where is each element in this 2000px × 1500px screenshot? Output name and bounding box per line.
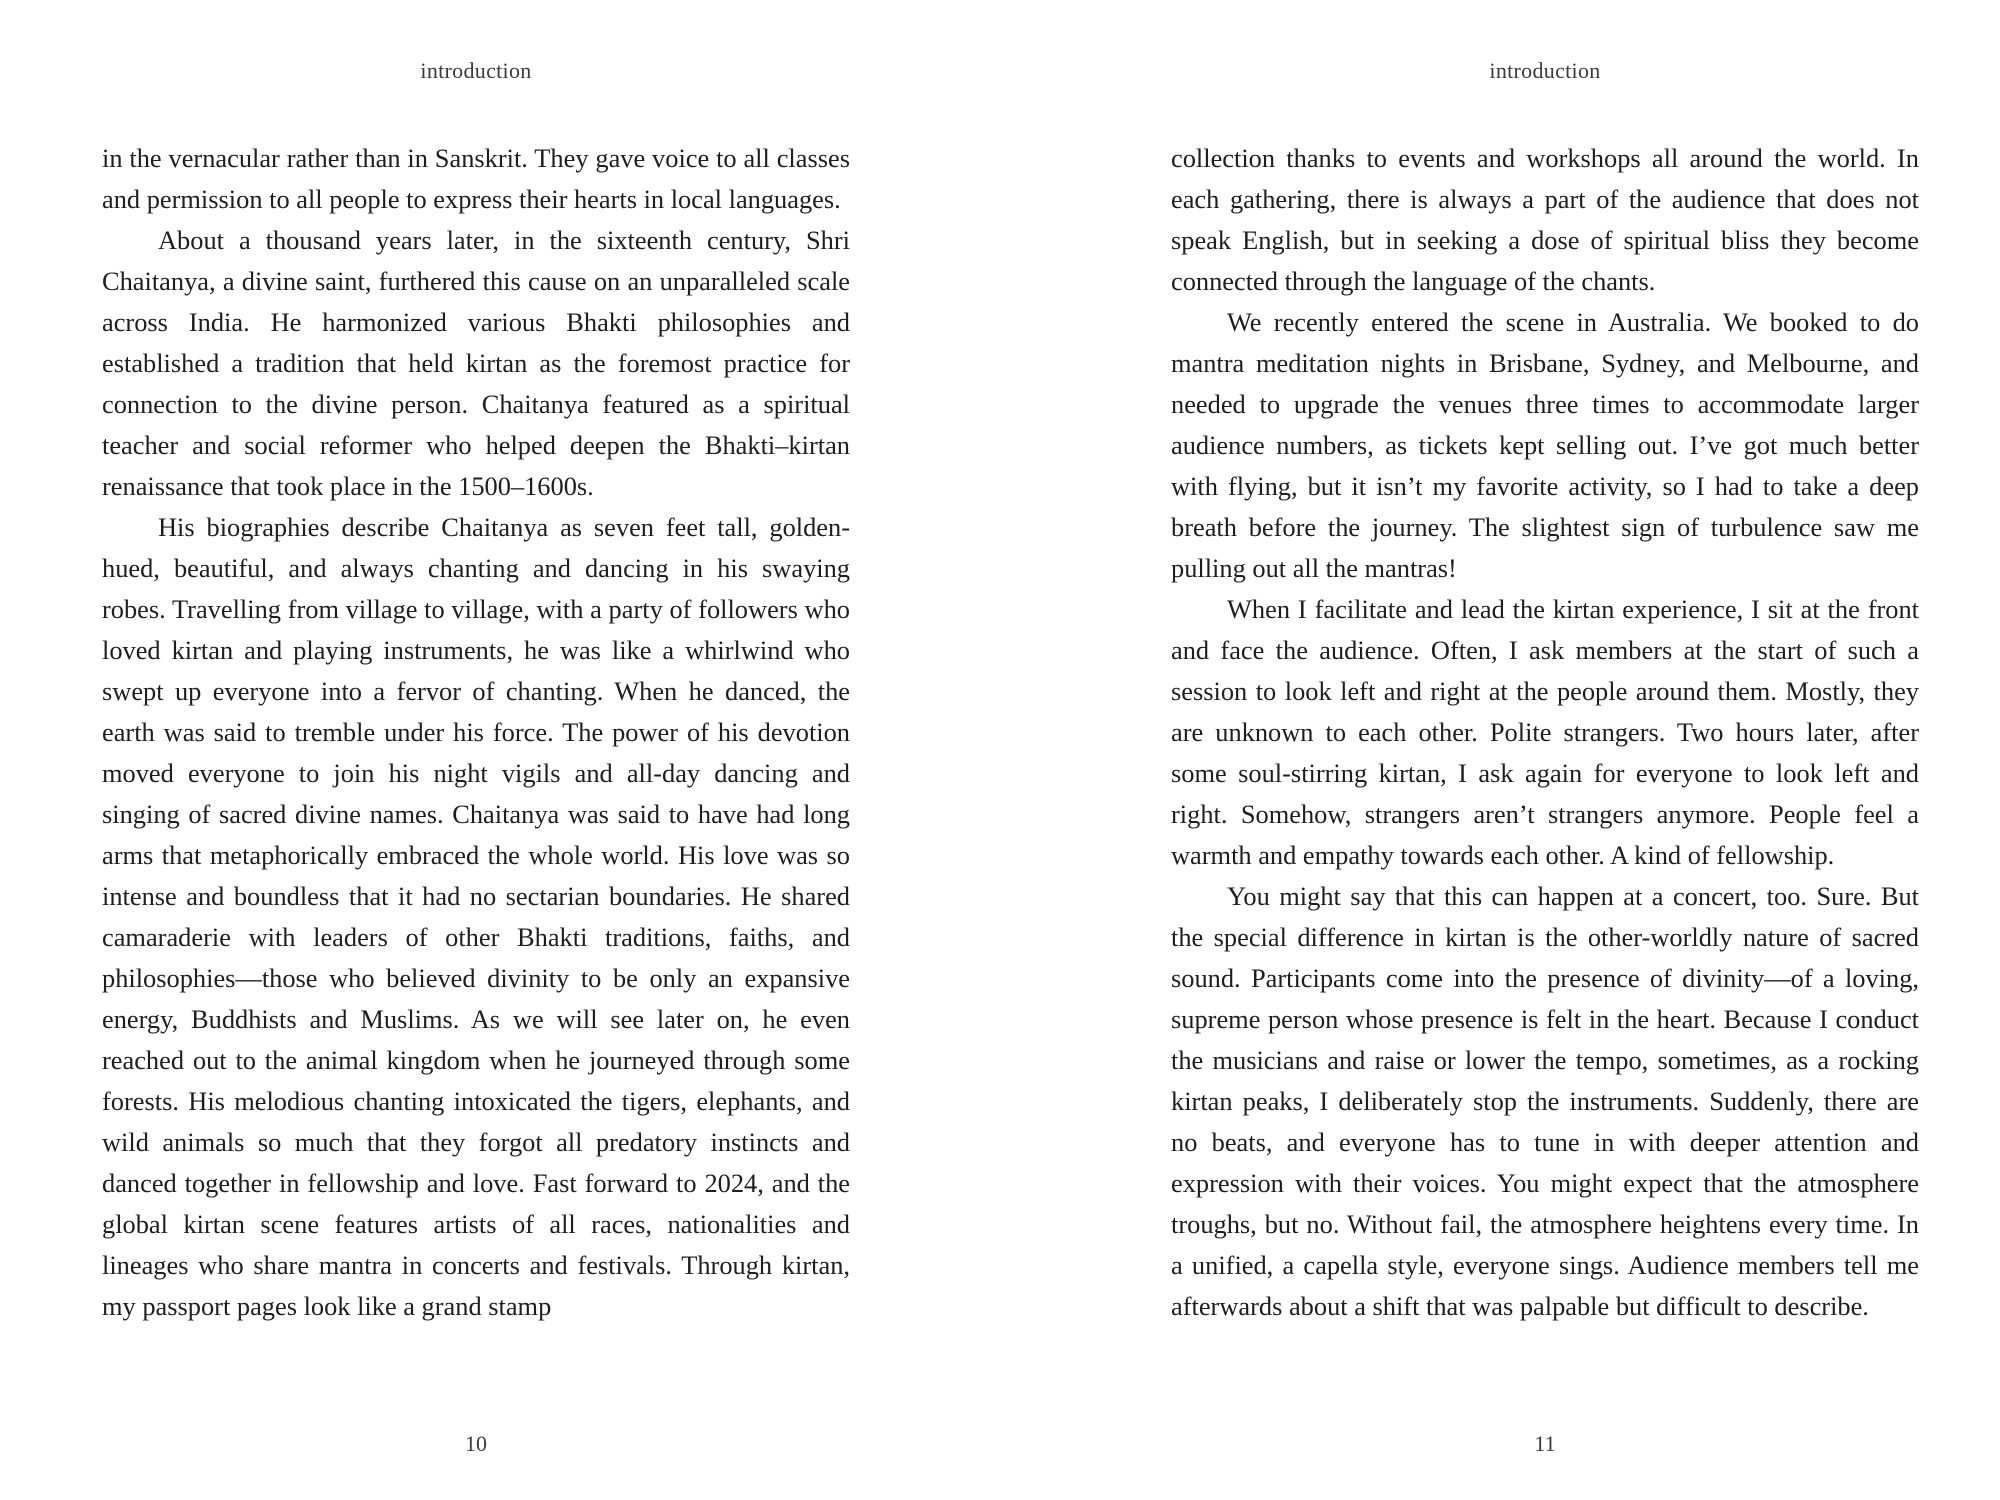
paragraph: When I facilitate and lead the kirtan experience, I sit at the front and face the audience. Often, I ask members at the start of such a session to look left and right at the people around them. Mostly, they are unknown to each other. Polite strangers. Two hours later, after some soul-stirring kirtan, I ask again for everyone to look left and right. Somehow, strangers aren’t strangers anymore. People feel a warmth and empathy towards each other. A kind of fellowship. xyxy=(1171,594,1919,870)
paragraph: His biographies describe Chaitanya as seven feet tall, golden-hued, beautiful, and always chanting and dancing in his swaying robes. Travelling from village to village, with a party of followers who loved kirtan and playing instruments, he was like a whirlwind who swept up everyone into a fervor of chanting. When he danced, the earth was said to tremble under his force. The power of his devotion moved everyone to join his night vigils and all-day dancing and singing of sacred divine names. Chaitanya was said to have had long arms that metaphorically embraced the whole world. His love was so intense and boundless that it had no sectarian boundaries. He shared camaraderie with leaders of other Bhakti traditions, faiths, and philosophies—those who believed divinity to be only an expansive energy, Buddhists and Muslims. As we will see later on, he even reached out to the animal kingdom when he journeyed through some forests. His melodious chanting intoxicated the tigers, elephants, and wild animals so much that they forgot all predatory instincts and danced together in fellowship and love. Fast forward to 2024, and the global kirtan scene features artists of all races, nationalities and lineages who share mantra in concerts and festivals. Through kirtan, my passport pages look like a grand stamp xyxy=(102,512,850,1321)
paragraph: About a thousand years later, in the sixteenth century, Shri Chaitanya, a divine saint, furthered this cause on an unparalleled scale across India. He harmonized various Bhakti philosophies and established a tradition that held kirtan as the foremost practice for connection to the divine person. Chaitanya featured as a spiritual teacher and social reformer who helped deepen the Bhakti–kirtan renaissance that took place in the 1500–1600s. xyxy=(102,225,850,501)
paragraph: collection thanks to events and workshops all around the world. In each gathering, there is always a part of the audience that does not speak English, but in seeking a dose of spiritual bliss they become connected through the language of the chants. xyxy=(1171,143,1919,296)
running-head: introduction xyxy=(1489,58,1601,83)
paragraph: You might say that this can happen at a concert, too. Sure. But the special difference in kirtan is the other-worldly nature of sacred sound. Participants come into the presence of divinity—of a loving, supreme person whose presence is felt in the heart. Because I conduct the musicians and raise or lower the tempo, sometimes, as a rocking kirtan peaks, I deliberately stop the instruments. Suddenly, there are no beats, and everyone has to tune in with deeper attention and expression with their voices. You might expect that the atmosphere troughs, but no. Without fail, the atmosphere heightens every time. In a unified, a capella style, everyone sings. Audience members tell me afterwards about a shift that was palpable but difficult to describe. xyxy=(1171,881,1919,1321)
body-text xyxy=(1171,138,1919,1327)
right-page xyxy=(1000,0,2000,1500)
page-number: 10 xyxy=(465,1431,487,1456)
paragraph: We recently entered the scene in Australia. We booked to do mantra meditation nights in Brisbane, Sydney, and Melbourne, and needed to upgrade the venues three times to accommodate larger audience numbers, as tickets kept selling out. I’ve got much better with flying, but it isn’t my favorite activity, so I had to take a deep breath before the journey. The slightest sign of turbulence saw me pulling out all the mantras! xyxy=(1171,307,1919,583)
paragraph: in the vernacular rather than in Sanskrit. They gave voice to all classes and permission to all people to express their hearts in local languages. xyxy=(102,143,850,214)
body-text xyxy=(102,138,850,1327)
running-head: introduction xyxy=(420,58,532,83)
page-number: 11 xyxy=(1534,1431,1556,1456)
